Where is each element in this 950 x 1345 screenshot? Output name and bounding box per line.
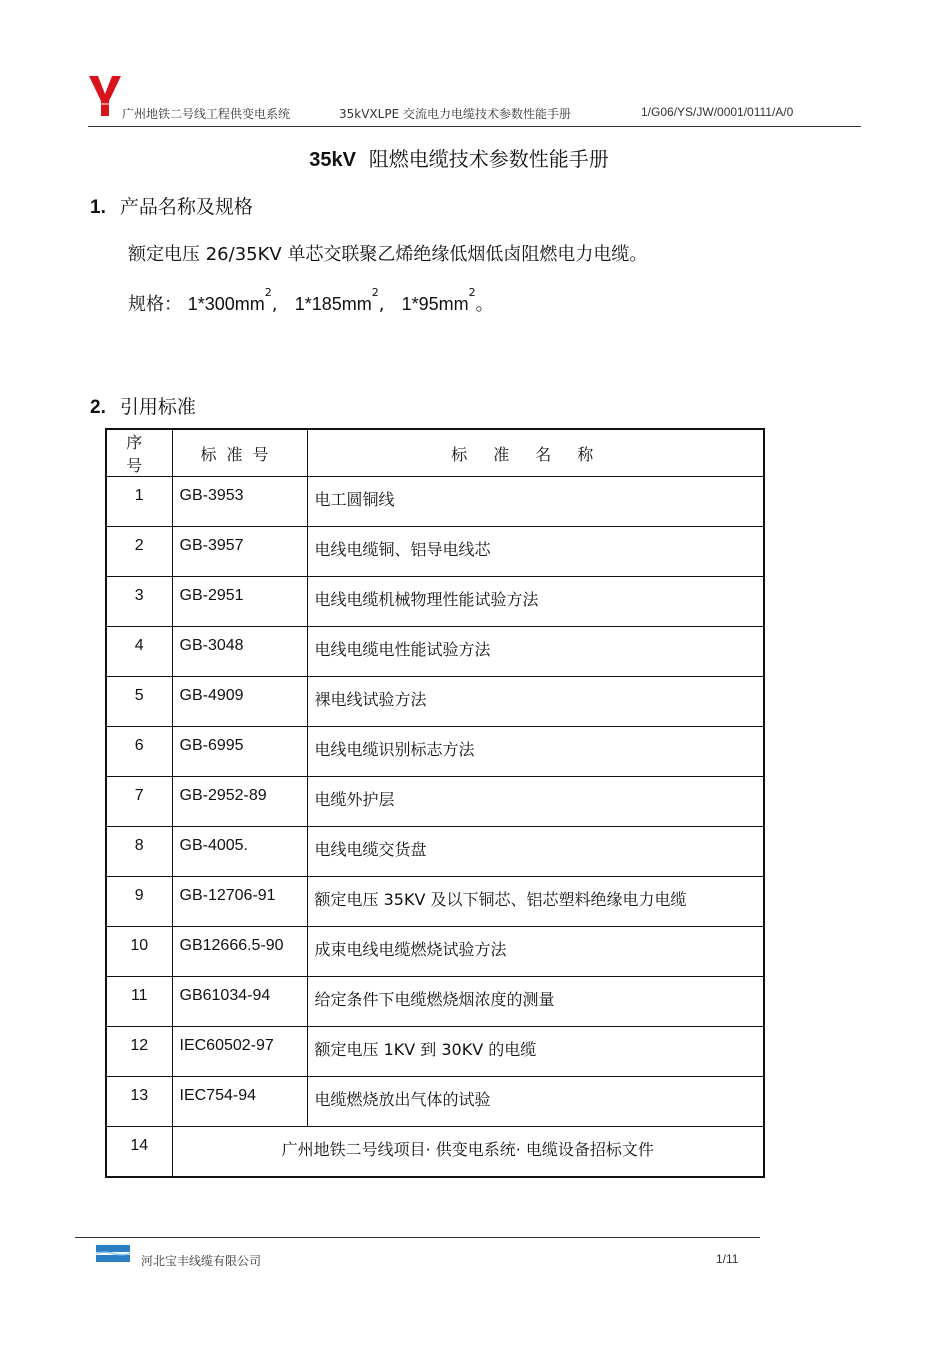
footer-page-number: 1/11 [716,1252,739,1266]
row-name: 额定电压 1KV 到 30KV 的电缆 [307,1027,764,1077]
row-no: 12 [106,1027,172,1077]
row-name: 电线电缆电性能试验方法 [307,627,764,677]
section-2-number: 2. [90,397,106,418]
sup-1: 2 [264,286,272,299]
spec-1: 1*300mm [187,294,265,314]
row-no: 8 [106,827,172,877]
row-name: 给定条件下电缆燃烧烟浓度的测量 [307,977,764,1027]
table-row [106,527,764,577]
row-code: IEC60502-97 [172,1027,307,1077]
row-code: GB-6995 [172,727,307,777]
row-code: GB61034-94 [172,977,307,1027]
sep-2: , [378,294,385,315]
row-no: 2 [106,527,172,577]
table-row [106,477,764,527]
table-row [106,827,764,877]
table-row [106,927,764,977]
row-code: GB12666.5-90 [172,927,307,977]
row-no: 4 [106,627,172,677]
spec-end: 。 [475,294,494,315]
spec-label: 规格： [128,294,182,315]
section-1-label: 产品名称及规格 [119,196,253,218]
spec-3: 1*95mm [401,294,469,314]
header-left: 广州地铁二号线工程供变电系统 [122,107,291,121]
section-2-heading [90,392,196,419]
row-no: 5 [106,677,172,727]
row-name: 额定电压 35KV 及以下铜芯、铝芯塑料绝缘电力电缆 [307,877,764,927]
row-name: 电线电缆识别标志方法 [307,727,764,777]
footer-company: 河北宝丰线缆有限公司 [141,1254,262,1268]
header-middle: 35kVXLPE 交流电力电缆技术参数性能手册 [339,107,571,121]
row-code: GB-2951 [172,577,307,627]
row-no: 14 [106,1127,172,1177]
row-code: GB-2952-89 [172,777,307,827]
footer-logo-icon [96,1245,130,1262]
row-no: 3 [106,577,172,627]
section-1-number: 1. [90,197,106,218]
row-name: 电线电缆机械物理性能试验方法 [307,577,764,627]
row-code: IEC754-94 [172,1077,307,1127]
section-1-heading [90,192,253,219]
table-header-row [106,429,764,477]
table-row [106,977,764,1027]
sep-1: , [271,294,278,315]
standards-table [105,428,765,1178]
row-no: 6 [106,727,172,777]
row-no: 7 [106,777,172,827]
footer-divider [75,1237,760,1238]
row-code: GB-3048 [172,627,307,677]
spec-line [128,286,494,316]
table-row [106,627,764,677]
row-name: 电线电缆铜、铝导电线芯 [307,527,764,577]
row-code: GB-3953 [172,477,307,527]
product-name-line: 额定电压 26/35KV 单芯交联聚乙烯绝缘低烟低卤阻燃电力电缆。 [128,244,648,265]
company-logo-icon [88,74,122,118]
header-code: 标准号 [172,429,307,477]
row-merged-text: 广州地铁二号线项目· 供变电系统· 电缆设备招标文件 [172,1127,764,1177]
row-no: 10 [106,927,172,977]
row-code: GB-4005. [172,827,307,877]
title-latin: 35kV [309,149,356,171]
table-row [106,677,764,727]
sup-3: 2 [468,286,476,299]
table-row [106,727,764,777]
row-name: 电线电缆交货盘 [307,827,764,877]
table-row [106,1027,764,1077]
sup-2: 2 [371,286,379,299]
row-name: 裸电线试验方法 [307,677,764,727]
row-no: 1 [106,477,172,527]
table-row [106,877,764,927]
row-name: 电工圆铜线 [307,477,764,527]
table-row [106,577,764,627]
header-divider [88,126,861,127]
row-code: GB-3957 [172,527,307,577]
table-row-final [106,1127,764,1177]
row-no: 13 [106,1077,172,1127]
row-no: 11 [106,977,172,1027]
title-text: 阻燃电缆技术参数性能手册 [368,147,609,171]
row-no: 9 [106,877,172,927]
row-code: GB-12706-91 [172,877,307,927]
row-name: 电缆外护层 [307,777,764,827]
document-title [0,143,918,172]
table-row [106,777,764,827]
row-code: GB-4909 [172,677,307,727]
section-2-label: 引用标准 [119,396,196,418]
header-no: 序号 [106,429,172,477]
table-row [106,1077,764,1127]
header-right: 1/G06/YS/JW/0001/0111/A/0 [641,105,794,119]
header-name: 标准名称 [307,429,764,477]
row-name: 成束电线电缆燃烧试验方法 [307,927,764,977]
spec-2: 1*185mm [294,294,372,314]
row-name: 电缆燃烧放出气体的试验 [307,1077,764,1127]
